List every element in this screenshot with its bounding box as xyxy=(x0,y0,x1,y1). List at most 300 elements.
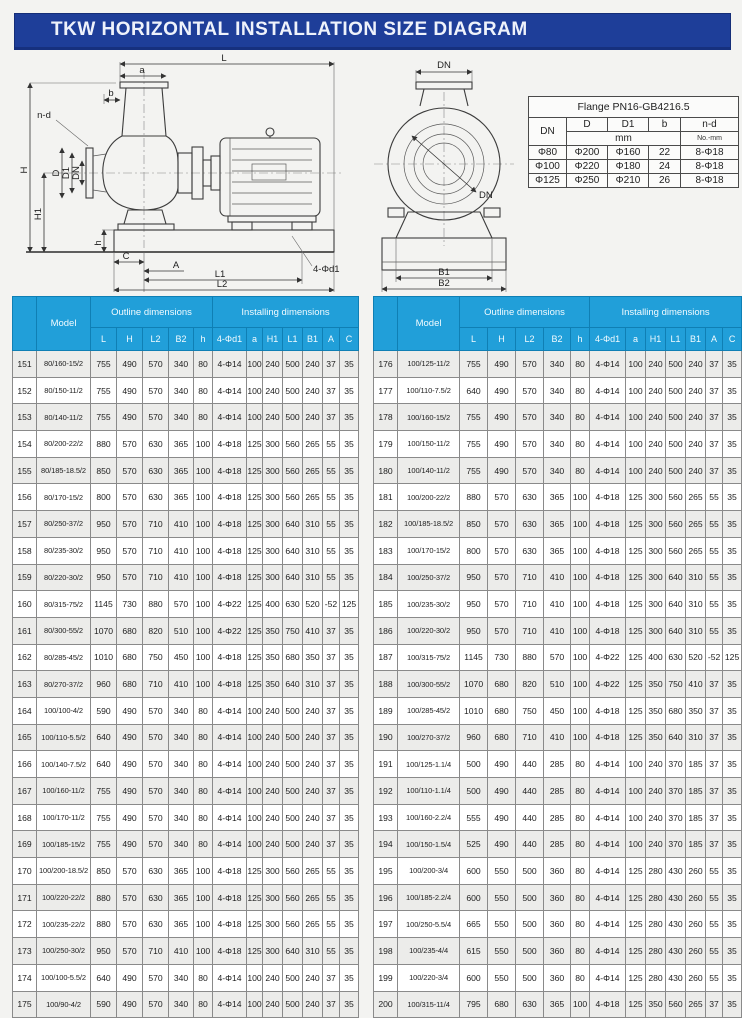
dim-label-DN-diag: DN xyxy=(479,190,493,201)
table-cell: 950 xyxy=(460,617,488,644)
table-cell: 300 xyxy=(646,537,666,564)
table-cell: 240 xyxy=(646,778,666,805)
table-cell: 570 xyxy=(143,377,169,404)
table-cell: 37 xyxy=(706,751,723,778)
table-cell: 365 xyxy=(544,484,571,511)
table-cell: 525 xyxy=(460,831,488,858)
table-cell: 600 xyxy=(460,964,488,991)
table-cell: 410 xyxy=(169,671,194,698)
table-cell: 520 xyxy=(303,591,323,618)
table-cell: 410 xyxy=(169,564,194,591)
table-cell: 176 xyxy=(374,351,398,378)
table-cell: 37 xyxy=(323,751,340,778)
table-cell: 35 xyxy=(723,938,742,965)
table-cell: 35 xyxy=(723,617,742,644)
table-cell: 26 xyxy=(649,174,681,188)
col-L2: L2 xyxy=(143,328,169,351)
table-cell: 182 xyxy=(374,511,398,538)
table-cell: 960 xyxy=(460,724,488,751)
table-cell: 365 xyxy=(169,858,194,885)
table-cell: 80 xyxy=(571,964,590,991)
table-cell: 125 xyxy=(626,564,646,591)
table-cell: 100 xyxy=(194,564,213,591)
table-row xyxy=(374,751,742,778)
table-cell: 100 xyxy=(247,804,263,831)
table-cell: 490 xyxy=(488,804,516,831)
col-H1: H1 xyxy=(263,328,283,351)
table-cell: 35 xyxy=(723,991,742,1018)
table-cell: 35 xyxy=(340,697,359,724)
table-cell: 440 xyxy=(516,751,544,778)
outline-group-header: Outline dimensions xyxy=(91,297,213,328)
table-cell: 37 xyxy=(706,671,723,698)
table-cell: 35 xyxy=(723,964,742,991)
table-cell: 490 xyxy=(488,778,516,805)
table-cell: 37 xyxy=(323,644,340,671)
table-cell: 240 xyxy=(263,831,283,858)
table-cell: 37 xyxy=(706,431,723,458)
table-cell: 300 xyxy=(646,617,666,644)
table-cell: 4-Φ18 xyxy=(590,724,626,751)
table-cell: 680 xyxy=(283,644,303,671)
table-cell: 35 xyxy=(340,484,359,511)
dim-label-B2: B2 xyxy=(438,278,450,289)
table-cell: 35 xyxy=(723,564,742,591)
table-cell: 560 xyxy=(283,431,303,458)
table-cell: 570 xyxy=(117,858,143,885)
table-cell: 100 xyxy=(194,671,213,698)
table-cell: 161 xyxy=(13,617,37,644)
table-cell: 300 xyxy=(263,457,283,484)
table-cell: 177 xyxy=(374,377,398,404)
table-cell: 640 xyxy=(283,537,303,564)
table-cell: 340 xyxy=(169,831,194,858)
table-cell: 184 xyxy=(374,564,398,591)
col-H1: H1 xyxy=(646,328,666,351)
table-cell: 80 xyxy=(194,778,213,805)
table-row xyxy=(374,351,742,378)
col-H: H xyxy=(117,328,143,351)
col-C: C xyxy=(723,328,742,351)
table-cell: 4-Φ18 xyxy=(590,617,626,644)
table-cell: 1145 xyxy=(91,591,117,618)
table-cell: 350 xyxy=(646,697,666,724)
table-cell: 35 xyxy=(723,431,742,458)
table-cell: 680 xyxy=(488,697,516,724)
table-cell: 500 xyxy=(516,884,544,911)
table-cell: 55 xyxy=(323,564,340,591)
table-cell: 300 xyxy=(263,858,283,885)
table-cell: 500 xyxy=(283,404,303,431)
table-cell: 490 xyxy=(117,991,143,1018)
table-cell: 4-Φ14 xyxy=(213,804,247,831)
table-cell: 4-Φ14 xyxy=(590,431,626,458)
table-cell: 35 xyxy=(723,671,742,698)
side-view-diagram xyxy=(16,52,346,292)
table-cell: 285 xyxy=(544,831,571,858)
flange-col-nd: n-d xyxy=(681,118,739,132)
table-cell: 100 xyxy=(194,457,213,484)
table-cell: 340 xyxy=(169,697,194,724)
table-cell: 37 xyxy=(323,804,340,831)
table-cell: 710 xyxy=(143,938,169,965)
table-cell: 80 xyxy=(194,351,213,378)
table-cell: 4-Φ14 xyxy=(213,831,247,858)
table-cell: 37 xyxy=(323,697,340,724)
table-cell: 151 xyxy=(13,351,37,378)
table-cell: 100 xyxy=(626,404,646,431)
table-cell: 265 xyxy=(686,991,706,1018)
table-cell: 880 xyxy=(91,431,117,458)
table-cell: 640 xyxy=(91,724,117,751)
table-cell: 125 xyxy=(626,858,646,885)
table-cell: 265 xyxy=(303,457,323,484)
table-cell: 80 xyxy=(194,831,213,858)
table-cell: 500 xyxy=(460,751,488,778)
table-cell: 260 xyxy=(686,938,706,965)
table-cell: 490 xyxy=(117,377,143,404)
table-cell: 665 xyxy=(460,911,488,938)
table-cell: 340 xyxy=(169,964,194,991)
table-cell: 125 xyxy=(626,617,646,644)
table-cell: 730 xyxy=(117,591,143,618)
table-cell: 630 xyxy=(143,884,169,911)
table-cell: 100/270-37/2 xyxy=(398,724,460,751)
table-cell: 166 xyxy=(13,751,37,778)
table-cell: 630 xyxy=(516,484,544,511)
table-cell: 240 xyxy=(646,351,666,378)
table-cell: 260 xyxy=(686,964,706,991)
table-cell: 100 xyxy=(194,591,213,618)
table-cell: 100 xyxy=(194,858,213,885)
table-cell: 37 xyxy=(323,778,340,805)
table-cell: 179 xyxy=(374,431,398,458)
table-cell: 37 xyxy=(706,724,723,751)
table-cell: 192 xyxy=(374,778,398,805)
table-cell: 240 xyxy=(303,377,323,404)
table-cell: 570 xyxy=(143,964,169,991)
table-cell: 100/220-3/4 xyxy=(398,964,460,991)
table-cell: 370 xyxy=(666,751,686,778)
table-cell: 4-Φ14 xyxy=(590,964,626,991)
table-cell: 100/235-22/2 xyxy=(37,911,91,938)
table-cell: 35 xyxy=(723,778,742,805)
table-cell: 197 xyxy=(374,911,398,938)
table-cell: 100/315-75/2 xyxy=(398,644,460,671)
table-cell: 410 xyxy=(169,938,194,965)
table-cell: 300 xyxy=(646,564,666,591)
table-cell: 310 xyxy=(686,591,706,618)
table-cell: 350 xyxy=(686,697,706,724)
table-cell: 570 xyxy=(143,697,169,724)
table-cell: 4-Φ14 xyxy=(590,938,626,965)
flange-col-dn: DN xyxy=(529,118,567,146)
table-cell: 750 xyxy=(516,697,544,724)
table-cell: 430 xyxy=(666,884,686,911)
table-cell: 490 xyxy=(117,778,143,805)
table-cell: 280 xyxy=(646,911,666,938)
table-cell: 1070 xyxy=(91,617,117,644)
table-cell: 100/200-3/4 xyxy=(398,858,460,885)
table-cell: 180 xyxy=(374,457,398,484)
table-cell: 193 xyxy=(374,804,398,831)
table-cell: 37 xyxy=(706,404,723,431)
table-cell: 55 xyxy=(706,938,723,965)
table-cell: 410 xyxy=(544,617,571,644)
table-cell: 4-Φ14 xyxy=(213,697,247,724)
table-cell: 285 xyxy=(544,751,571,778)
table-cell: 4-Φ14 xyxy=(590,404,626,431)
table-cell: 37 xyxy=(323,831,340,858)
table-cell: 550 xyxy=(488,858,516,885)
table-cell: 950 xyxy=(460,564,488,591)
table-cell: 80/315-75/2 xyxy=(37,591,91,618)
table-cell: 500 xyxy=(283,991,303,1018)
table-cell: 100 xyxy=(571,484,590,511)
table-cell: 181 xyxy=(374,484,398,511)
table-cell: 300 xyxy=(646,591,666,618)
table-cell: 80 xyxy=(571,938,590,965)
table-cell: 100/150-1.5/4 xyxy=(398,831,460,858)
table-cell: 360 xyxy=(544,884,571,911)
table-row xyxy=(374,778,742,805)
table-cell: 350 xyxy=(646,724,666,751)
table-cell: 100 xyxy=(571,591,590,618)
table-cell: 240 xyxy=(263,751,283,778)
table-cell: 560 xyxy=(283,484,303,511)
table-cell: 950 xyxy=(91,938,117,965)
table-cell: 285 xyxy=(544,804,571,831)
table-cell: 125 xyxy=(626,644,646,671)
table-row xyxy=(13,751,359,778)
table-cell: 490 xyxy=(117,831,143,858)
table-row xyxy=(374,804,742,831)
table-cell: 240 xyxy=(303,964,323,991)
table-cell: 125 xyxy=(626,511,646,538)
table-cell: 125 xyxy=(247,644,263,671)
table-cell: 80 xyxy=(194,697,213,724)
table-cell: 100/170-11/2 xyxy=(37,804,91,831)
col-a: a xyxy=(626,328,646,351)
col-L: L xyxy=(91,328,117,351)
table-cell: 240 xyxy=(686,377,706,404)
table-cell: 55 xyxy=(706,591,723,618)
table-cell: 630 xyxy=(516,511,544,538)
table-cell: 820 xyxy=(143,617,169,644)
table-cell: 240 xyxy=(303,351,323,378)
table-cell: 570 xyxy=(117,457,143,484)
table-cell: 100 xyxy=(247,724,263,751)
table-row xyxy=(13,377,359,404)
table-cell: 4-Φ14 xyxy=(590,457,626,484)
table-cell: 410 xyxy=(686,671,706,698)
table-cell: 550 xyxy=(488,884,516,911)
table-cell: 800 xyxy=(460,537,488,564)
table-cell: 100 xyxy=(626,351,646,378)
table-row xyxy=(374,884,742,911)
table-cell: 55 xyxy=(323,431,340,458)
table-cell: 820 xyxy=(516,671,544,698)
table-cell: 80/270-37/2 xyxy=(37,671,91,698)
table-cell: 35 xyxy=(340,431,359,458)
table-cell: 80/300-55/2 xyxy=(37,617,91,644)
table-cell: 755 xyxy=(91,831,117,858)
table-cell: 285 xyxy=(544,778,571,805)
table-cell: 265 xyxy=(686,537,706,564)
table-cell: 265 xyxy=(303,858,323,885)
table-cell: 35 xyxy=(723,858,742,885)
table-cell: 200 xyxy=(374,991,398,1018)
table-cell: 159 xyxy=(13,564,37,591)
table-cell: 100 xyxy=(247,351,263,378)
table-cell: 4-Φ18 xyxy=(213,511,247,538)
table-cell: 310 xyxy=(303,671,323,698)
table-cell: 490 xyxy=(117,404,143,431)
table-cell: 365 xyxy=(544,991,571,1018)
table-cell: 162 xyxy=(13,644,37,671)
flange-unit-mm: mm xyxy=(567,132,681,146)
table-row xyxy=(374,831,742,858)
table-cell: 100 xyxy=(247,778,263,805)
col-h: h xyxy=(571,328,590,351)
col-B1: B1 xyxy=(303,328,323,351)
table-cell: 125 xyxy=(247,484,263,511)
table-cell: 80 xyxy=(194,751,213,778)
table-cell: 310 xyxy=(303,537,323,564)
table-cell: 55 xyxy=(323,884,340,911)
table-cell: 55 xyxy=(706,564,723,591)
table-row xyxy=(13,644,359,671)
table-cell: 35 xyxy=(340,778,359,805)
table-cell: 198 xyxy=(374,938,398,965)
table-cell: 35 xyxy=(340,457,359,484)
table-cell: 4-Φ18 xyxy=(213,457,247,484)
table-cell: 755 xyxy=(91,377,117,404)
table-cell: 125 xyxy=(626,537,646,564)
table-cell: 730 xyxy=(488,644,516,671)
table-cell: 340 xyxy=(169,991,194,1018)
table-cell: 630 xyxy=(143,431,169,458)
table-cell: 570 xyxy=(143,404,169,431)
table-cell: 37 xyxy=(323,991,340,1018)
table-cell: 100/185-2.2/4 xyxy=(398,884,460,911)
table-cell: 365 xyxy=(169,884,194,911)
table-cell: 35 xyxy=(340,377,359,404)
table-cell: 35 xyxy=(340,858,359,885)
table-cell: 37 xyxy=(706,351,723,378)
table-cell: 157 xyxy=(13,511,37,538)
table-cell: 100 xyxy=(194,511,213,538)
table-cell: 750 xyxy=(283,617,303,644)
table-cell: 710 xyxy=(143,537,169,564)
dimension-table-right xyxy=(373,296,742,1018)
dim-label-D: D xyxy=(51,169,62,177)
table-cell: 570 xyxy=(488,591,516,618)
table-cell: 80 xyxy=(571,911,590,938)
table-cell: 100 xyxy=(626,831,646,858)
table-cell: 880 xyxy=(91,884,117,911)
table-row xyxy=(374,617,742,644)
dim-label-d1: 4-Φd1 xyxy=(313,264,340,275)
table-cell: 35 xyxy=(723,724,742,751)
table-cell: 185 xyxy=(374,591,398,618)
table-cell: 100 xyxy=(194,911,213,938)
table-row xyxy=(13,511,359,538)
table-cell: 80/150-11/2 xyxy=(37,377,91,404)
col-d1: 4-Φd1 xyxy=(590,328,626,351)
table-cell: 185 xyxy=(686,804,706,831)
table-cell: 950 xyxy=(91,511,117,538)
table-cell: 100/90-4/2 xyxy=(37,991,91,1018)
table-cell: 125 xyxy=(626,591,646,618)
table-cell: 37 xyxy=(706,804,723,831)
table-cell: 125 xyxy=(247,431,263,458)
table-cell: 500 xyxy=(283,778,303,805)
table-cell: 615 xyxy=(460,938,488,965)
table-cell: 100/160-11/2 xyxy=(37,778,91,805)
table-row xyxy=(374,404,742,431)
table-cell: 191 xyxy=(374,751,398,778)
table-cell: 450 xyxy=(544,697,571,724)
table-cell: 370 xyxy=(666,804,686,831)
table-cell: 555 xyxy=(460,804,488,831)
table-cell: 100 xyxy=(247,964,263,991)
table-cell: 1010 xyxy=(460,697,488,724)
table-cell: 125 xyxy=(626,484,646,511)
table-cell: 365 xyxy=(169,911,194,938)
table-cell: 80/250-37/2 xyxy=(37,511,91,538)
table-cell: 340 xyxy=(544,377,571,404)
table-cell: 240 xyxy=(686,404,706,431)
dim-label-DN-top: DN xyxy=(437,60,451,71)
table-cell: 37 xyxy=(706,457,723,484)
table-cell: 500 xyxy=(283,697,303,724)
table-cell: 100/300-55/2 xyxy=(398,671,460,698)
table-cell: 4-Φ14 xyxy=(590,858,626,885)
table-cell: 950 xyxy=(91,564,117,591)
table-cell: 300 xyxy=(263,564,283,591)
table-cell: 240 xyxy=(646,831,666,858)
table-cell: 35 xyxy=(340,537,359,564)
page-title: TKW HORIZONTAL INSTALLATION SIZE DIAGRAM xyxy=(14,13,731,50)
table-cell: 35 xyxy=(723,511,742,538)
table-cell: 55 xyxy=(323,457,340,484)
col-h: h xyxy=(194,328,213,351)
table-cell: 24 xyxy=(649,160,681,174)
outline-group-header: Outline dimensions xyxy=(460,297,590,328)
dim-label-DN: DN xyxy=(71,166,82,180)
table-cell: 80 xyxy=(571,751,590,778)
table-cell: 560 xyxy=(283,858,303,885)
table-cell: 125 xyxy=(626,724,646,751)
table-cell: 570 xyxy=(488,484,516,511)
table-cell: 410 xyxy=(169,537,194,564)
table-cell: 100/110-1.1/4 xyxy=(398,778,460,805)
table-cell: 490 xyxy=(488,831,516,858)
dim-label-B1: B1 xyxy=(438,267,450,278)
table-cell: 280 xyxy=(646,884,666,911)
table-cell: 265 xyxy=(303,911,323,938)
table-cell: 240 xyxy=(263,377,283,404)
table-cell: 4-Φ14 xyxy=(590,804,626,831)
table-cell: 560 xyxy=(666,511,686,538)
table-cell: 4-Φ14 xyxy=(213,751,247,778)
table-cell: 340 xyxy=(169,778,194,805)
table-cell: 680 xyxy=(117,617,143,644)
table-cell: 880 xyxy=(91,911,117,938)
table-cell: 240 xyxy=(303,778,323,805)
table-cell: 590 xyxy=(91,991,117,1018)
